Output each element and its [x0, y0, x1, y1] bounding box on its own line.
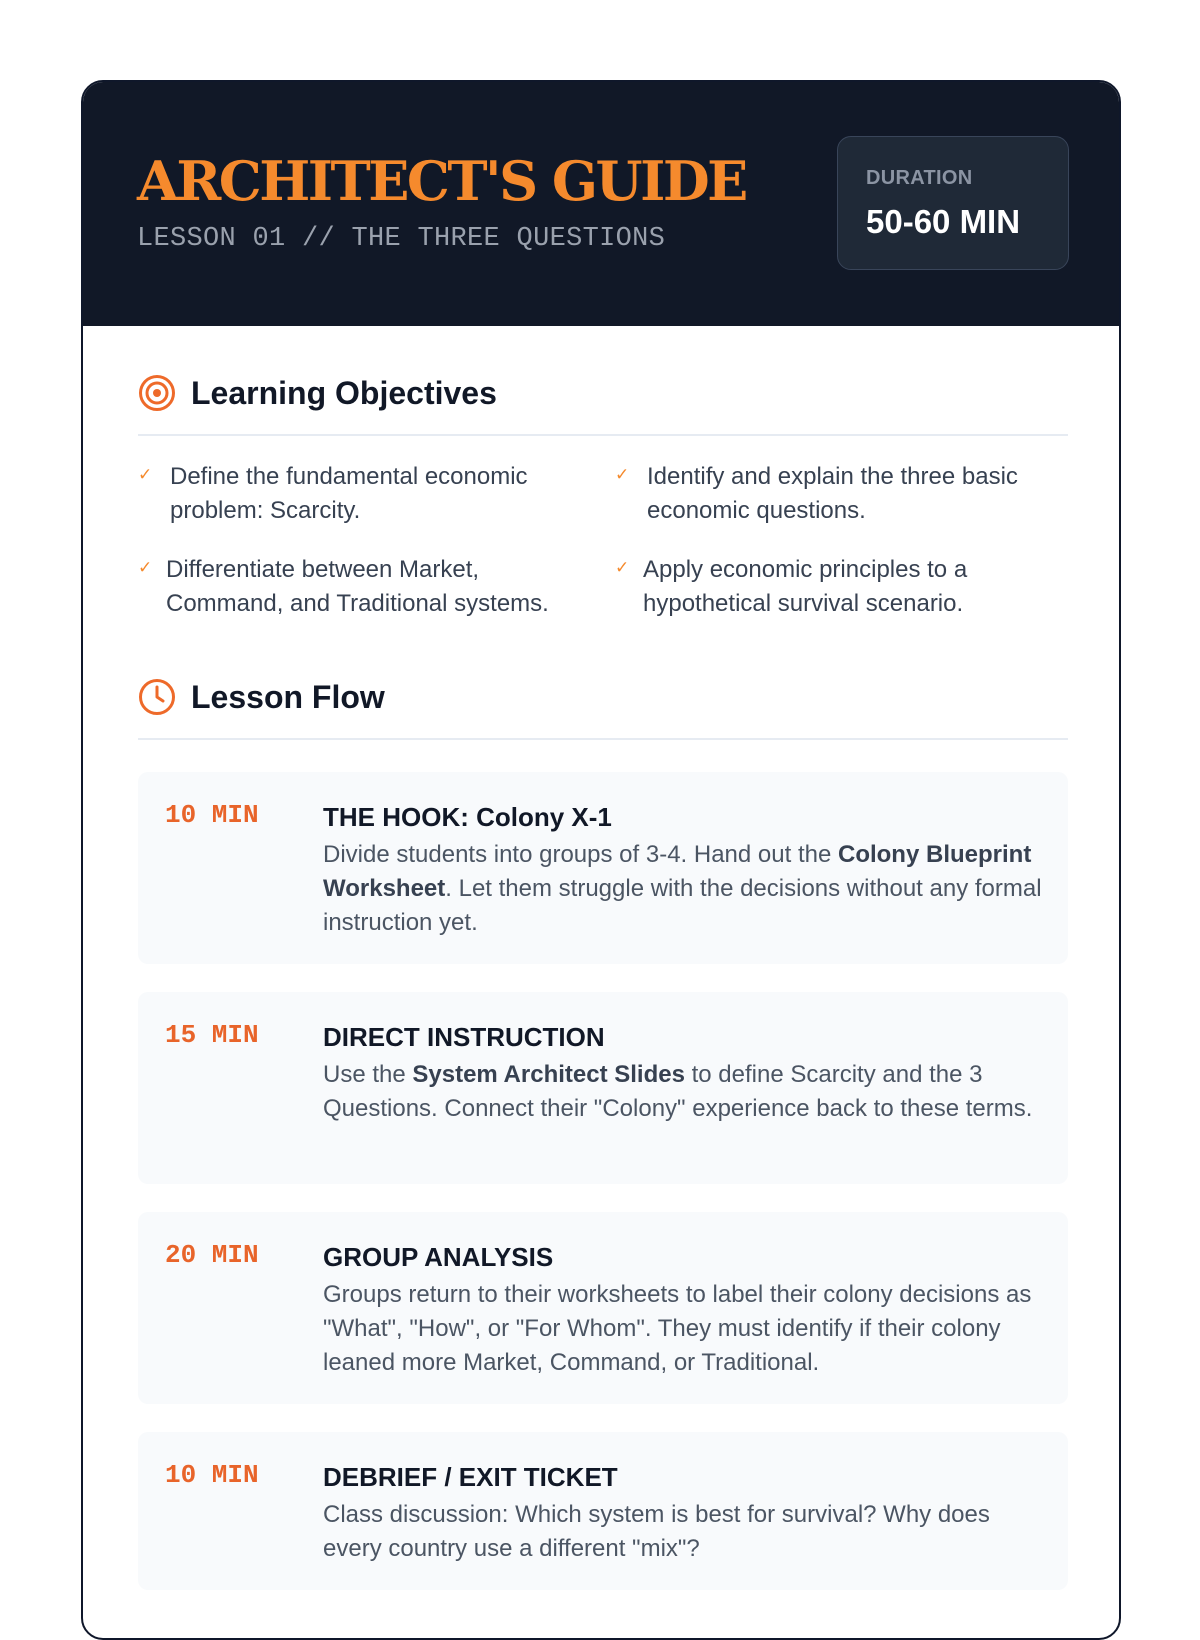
clock-icon [138, 678, 176, 716]
material-name: Colony Blueprint Worksheet [323, 841, 1032, 902]
duration-badge [837, 136, 1069, 270]
objectives-section-header [138, 374, 1068, 436]
flow-title: Lesson Flow [191, 679, 385, 715]
page-title: ARCHITECT'S GUIDE [137, 149, 746, 213]
step-description: Use the System Architect Slides to define Scarcity and the 3 Questions. Connect their "Colony" experience back to these terms. [323, 1061, 1033, 1122]
flow-step [138, 992, 1068, 1184]
flow-section-header [138, 678, 1068, 740]
step-duration: 10 MIN [165, 1460, 259, 1490]
objective-text: Identify and explain the three basic economic questions. [647, 463, 1018, 524]
flow-step [138, 1212, 1068, 1404]
target-icon [138, 374, 176, 412]
step-title: DEBRIEF / EXIT TICKET [323, 1462, 618, 1492]
step-description: Groups return to their worksheets to label their colony decisions as "What", "How", or "For Whom". They must identify if their colony leaned more Market, Command, or Traditional. [323, 1281, 1032, 1376]
flow-step [138, 1432, 1068, 1590]
check-icon: ✓ [138, 558, 153, 577]
step-duration: 20 MIN [165, 1240, 259, 1270]
objective-text: Differentiate between Market, Command, and Traditional systems. [166, 556, 549, 617]
step-title: DIRECT INSTRUCTION [323, 1022, 605, 1052]
duration-value: 50-60 MIN [866, 203, 1021, 240]
step-title: THE HOOK: Colony X-1 [323, 802, 612, 832]
step-description: Divide students into groups of 3-4. Hand out the Colony Blueprint Worksheet. Let them struggle with the decisions without any formal instruction yet. [323, 841, 1042, 936]
material-name: System Architect Slides [412, 1061, 685, 1088]
check-icon: ✓ [615, 558, 630, 577]
flow-step [138, 772, 1068, 964]
step-duration: 15 MIN [165, 1020, 259, 1050]
lesson-header [83, 82, 1119, 326]
lesson-card [81, 80, 1121, 1640]
step-title: GROUP ANALYSIS [323, 1242, 554, 1272]
check-icon: ✓ [138, 465, 153, 484]
duration-label: DURATION [866, 167, 973, 189]
lesson-subtitle: LESSON 01 // THE THREE QUESTIONS [137, 224, 666, 254]
objective-text: Define the fundamental economic problem: Scarcity. [170, 463, 528, 524]
step-duration: 10 MIN [165, 800, 259, 830]
check-icon: ✓ [615, 465, 630, 484]
objectives-title: Learning Objectives [191, 375, 497, 411]
objective-text: Apply economic principles to a hypothetical survival scenario. [643, 556, 968, 617]
step-description: Class discussion: Which system is best for survival? Why does every country use a different "mix"? [323, 1501, 990, 1562]
